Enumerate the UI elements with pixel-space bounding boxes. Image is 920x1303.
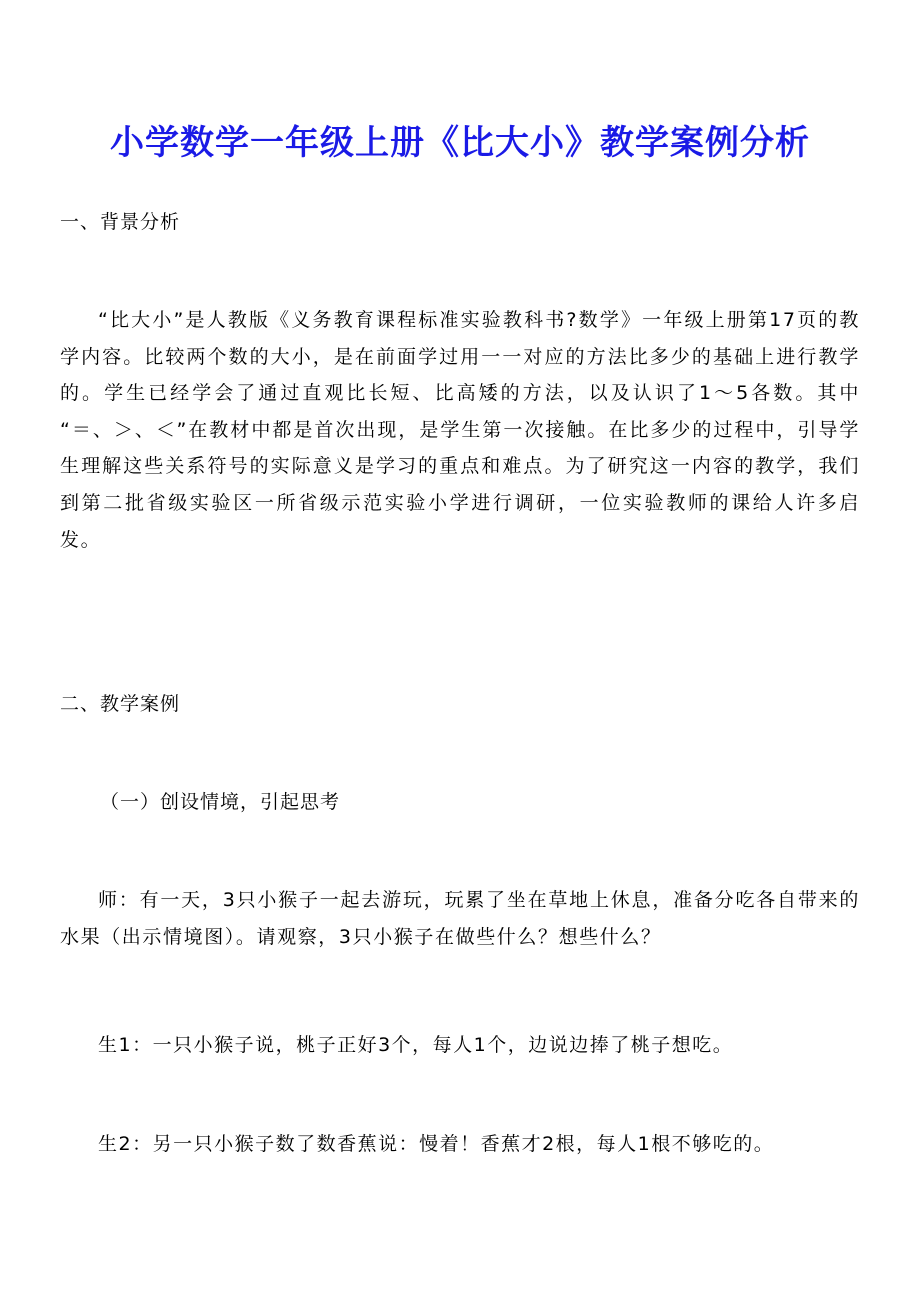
- background-paragraph: “比大小”是人教版《义务教育课程标准实验教科书?数学》一年级上册第17页的教学内容。比较两个数的大小，是在前面学过用一一对应的方法比多少的基础上进行教学的。学生已经学会了通过直观比长短、比高矮的方法，以及认识了1～5各数。其中 “＝、＞、＜”在教材中都是首次出现，是学生第一次接触。在比多少的过程中，引导学生理解这些关系符号的实际意义是学习的重点和难点。为了研究这一内容的教学，我们到第二批省级实验区一所省级示范实验小学进行调研，一位实验教师的课给人许多启发。: [60, 309, 860, 551]
- section-heading-teaching-case: 二、教学案例: [60, 693, 181, 715]
- student-1-dialogue: 生1：一只小猴子说，桃子正好3个，每人1个，边说边捧了桃子想吃。: [98, 1034, 734, 1056]
- teacher-dialogue: 师：有一天，3只小猴子一起去游玩，玩累了坐在草地上休息，准备分吃各自带来的水果（出示情境图）。请观察，3只小猴子在做些什么？想些什么？: [60, 889, 860, 948]
- section-heading-background: 一、背景分析: [60, 211, 181, 233]
- student-2-dialogue: 生2：另一只小猴子数了数香蕉说：慢着！香蕉才2根，每人1根不够吃的。: [98, 1133, 775, 1155]
- document-title: 小学数学一年级上册《比大小》教学案例分析: [110, 123, 810, 163]
- subsection-heading-situation: （一）创设情境，引起思考: [100, 791, 341, 813]
